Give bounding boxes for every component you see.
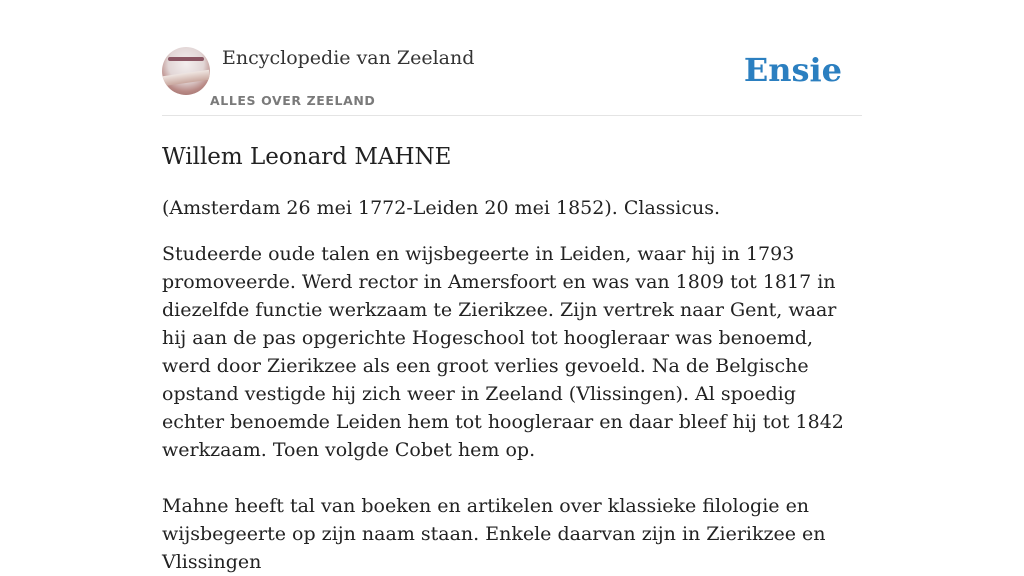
article-title: Willem Leonard MAHNE (162, 144, 452, 170)
encyclopedia-tagline: ALLES OVER ZEELAND (210, 93, 376, 108)
page (162, 0, 862, 576)
article-body (162, 240, 862, 576)
article-lead: (Amsterdam 26 mei 1772-Leiden 20 mei 1852). Classicus. (162, 197, 721, 219)
article-paragraph: Studeerde oude talen en wijsbegeerte in Leiden, waar hij in 1793 promoveerde. Werd rector in Amersfoort en was van 1809 tot 1817 in diezelfde functie werkzaam te Zierikzee. Zijn vertrek naar Gent, waar hij aan de pas opgerichte Hogeschool tot hoogleraar was benoemd, werd door Zierikzee als een groot verlies gevoeld. Na de Belgische opstand vestigde hij zich weer in Zeeland (Vlissingen). Al spoedig echter benoemde Leiden hem tot hoogleraar en daar bleef hij tot 1842 werkzaam. Toen volgde Cobet hem op. (162, 243, 844, 461)
avatar-decoration (162, 70, 210, 87)
ensie-logo[interactable]: Ensie (743, 51, 842, 89)
encyclopedia-avatar[interactable] (162, 47, 210, 95)
site-header (162, 0, 862, 116)
article-paragraph: Mahne heeft tal van boeken en artikelen over klassieke filologie en wijsbegeerte op zijn naam staan. Enkele daarvan zijn in Zierikzee en Vlissingen (162, 495, 826, 573)
encyclopedia-title-link[interactable]: Encyclopedie van Zeeland (222, 47, 475, 69)
avatar-decoration (168, 57, 204, 61)
